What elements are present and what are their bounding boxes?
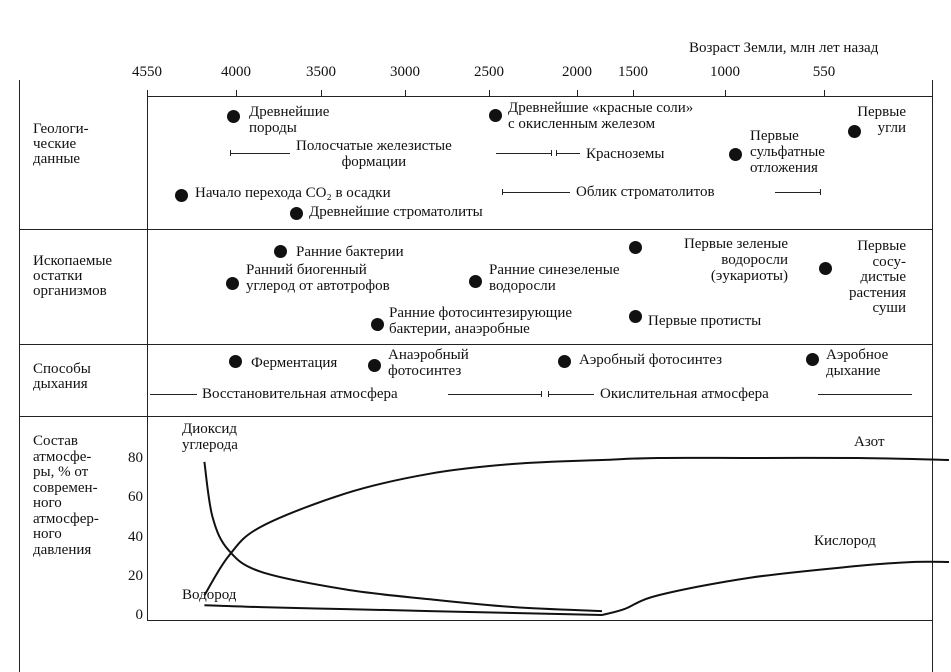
stromatolite-look-label: Облик строматолитов <box>576 184 715 200</box>
y-tick-label: 80 <box>128 450 143 466</box>
anaerobic-photo-label: Анаэробный фотосинтез <box>388 347 469 379</box>
series-label-oxygen: Кислород <box>814 533 876 549</box>
red-salts-label: Древнейшие «красные соли» с окисленным железом <box>508 100 694 132</box>
fermentation-label: Ферментация <box>251 355 338 371</box>
axis-tick-label: 2000 <box>562 64 592 80</box>
vascular-plants-label: Первые сосу- дистые растения суши <box>849 238 906 316</box>
axis-tick-label: 1000 <box>710 64 740 80</box>
y-tick-label: 20 <box>128 567 143 584</box>
axis-tick-label: 4550 <box>132 64 162 80</box>
green-algae-label: Первые зеленые водоросли (эукариоты) <box>683 236 788 284</box>
y-tick-label: 40 <box>128 528 143 545</box>
axis-tick-label: 1500 <box>618 64 648 80</box>
series-label-co2: Диоксид углерода <box>182 421 238 453</box>
y-tick-label: 0 <box>135 607 143 623</box>
axis-tick-label: 3000 <box>390 64 420 80</box>
section-label-geology: Геологи- ческие данные <box>33 121 89 167</box>
sulfate-label: Первые сульфатные отложения <box>750 128 825 176</box>
co2-line <box>204 462 602 611</box>
banded-iron-label: Полосчатые железистые формации <box>296 138 452 170</box>
aerobic-resp-label: Аэробное дыхание <box>826 347 889 379</box>
oxygen-line <box>602 562 949 615</box>
axis-title: Возраст Земли, млн лет назад <box>689 40 879 56</box>
co2-start-label: Начало перехода CO₂ в осадки <box>195 185 391 201</box>
oxidizing-atm-label: Окислительная атмосфера <box>600 386 769 402</box>
hydrogen-line <box>204 605 602 615</box>
reducing-atm-label: Восстановительная атмосфера <box>202 386 398 402</box>
axis-tick-label: 2500 <box>474 64 504 80</box>
photo-bacteria-label: Ранние фотосинтезирующие бактерии, анаэробные <box>389 305 573 337</box>
section-label-fossils: Ископаемые остатки организмов <box>33 253 113 299</box>
oldest-stromatolites-label: Древнейшие строматолиты <box>309 204 483 220</box>
axis-tick-label: 550 <box>812 64 836 80</box>
section-label-atmosphere: Состав атмосфе- ры, % от современ- ного атмосфер- ного давления <box>33 433 99 558</box>
cyanobacteria-label: Ранние синезеленые водоросли <box>489 262 620 294</box>
first-coals-label: Первые угли <box>857 104 906 136</box>
axis-tick-label: 4000 <box>221 64 251 80</box>
section-label-respiration: Способы дыхания <box>33 361 91 392</box>
series-label-hydrogen: Водород <box>182 587 237 603</box>
oldest-rocks-label: Древнейшие породы <box>249 104 330 136</box>
y-tick-label: 60 <box>128 489 143 506</box>
series-label-nitrogen: Азот <box>854 434 885 450</box>
axis-tick-label: 3500 <box>306 64 336 80</box>
early-bacteria-label: Ранние бактерии <box>296 244 404 260</box>
protists-label: Первые протисты <box>648 313 762 329</box>
aerobic-photo-label: Аэробный фотосинтез <box>579 352 723 368</box>
redbeds-label: Красноземы <box>586 146 665 162</box>
biogenic-carbon-label: Ранний биогенный углерод от автотрофов <box>246 262 390 294</box>
nitrogen-line <box>204 458 949 596</box>
